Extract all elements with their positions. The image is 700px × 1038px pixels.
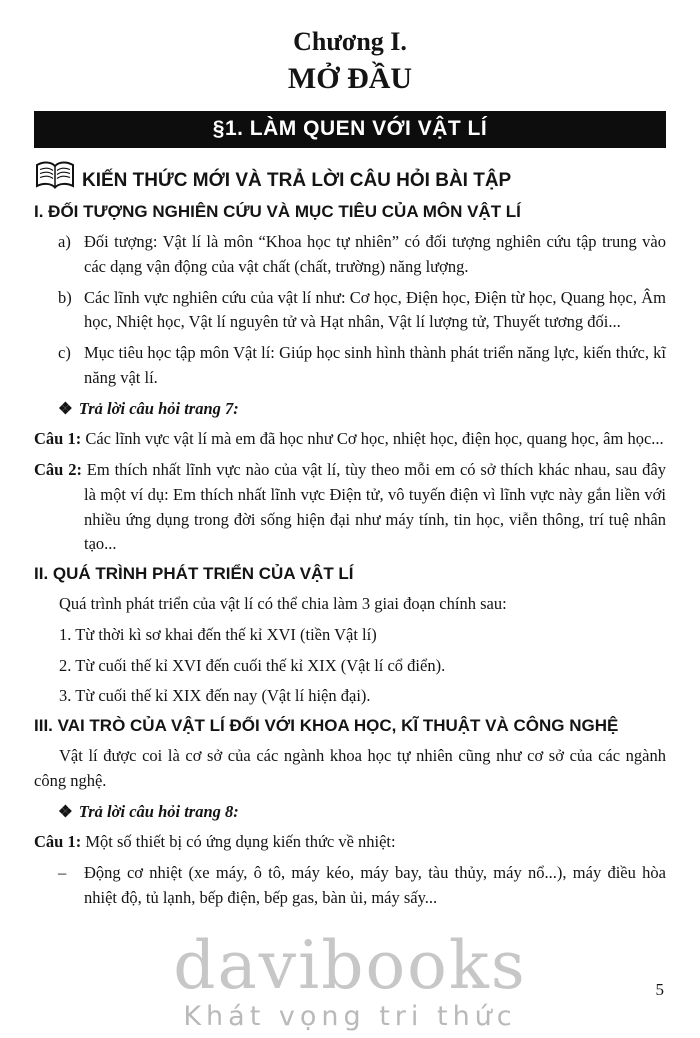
- answers-heading-text: Trả lời câu hỏi trang 8:: [78, 801, 239, 821]
- section-banner: §1. LÀM QUEN VỚI VẬT LÍ: [34, 111, 666, 148]
- numbered-item-1: 1. Từ thời kì sơ khai đến thế kỉ XVI (tiền Vật lí): [59, 624, 377, 644]
- lettered-item-a: [34, 230, 666, 280]
- item-marker: b): [58, 287, 72, 307]
- item-text: Các lĩnh vực nghiên cứu của vật lí như: Cơ học, Điện học, Điện từ học, Quang học, Âm học, Nhiệt học, Vật lí nguyên tử và Hạt nhân, Vật lí lượng tử, Thuyết tương đối...: [84, 287, 666, 332]
- dash-marker: –: [58, 863, 67, 882]
- item-marker: c): [58, 343, 71, 363]
- open-book-icon: [34, 160, 76, 193]
- section-3-heading: III. VAI TRÒ CỦA VẬT LÍ ĐỐI VỚI KHOA HỌC, KĨ THUẬT VÀ CÔNG NGHỆ: [34, 716, 619, 736]
- lesson-heading-row: [34, 160, 666, 193]
- section-2-heading: II. QUÁ TRÌNH PHÁT TRIỂN CỦA VẬT LÍ: [34, 564, 354, 584]
- section-1-heading: I. ĐỐI TƯỢNG NGHIÊN CỨU VÀ MỤC TIÊU CỦA MÔN VẬT LÍ: [34, 202, 521, 222]
- item-text: Động cơ nhiệt (xe máy, ô tô, máy kéo, máy bay, tàu thủy, máy nổ...), máy điều hòa nhiệt độ, tủ lạnh, bếp điện, bếp gas, bàn ủi, máy sấy...: [84, 863, 666, 907]
- answer-paragraph: [34, 427, 666, 452]
- watermark-slogan: Khát vọng tri thức: [183, 1001, 517, 1032]
- answer-text: Một số thiết bị có ứng dụng kiến thức về nhiệt:: [81, 832, 396, 852]
- numbered-item-2: 2. Từ cuối thế kỉ XVI đến cuối thế kỉ XIX (Vật lí cổ điển).: [59, 655, 446, 675]
- section-3-intro: Vật lí được coi là cơ sở của các ngành khoa học tự nhiên cũng như cơ sở của các ngành công nghệ.: [34, 746, 666, 790]
- diamond-icon: ❖: [58, 801, 73, 821]
- chapter-title: Chương I.: [293, 27, 407, 56]
- answers-heading-text: Trả lời câu hỏi trang 7:: [78, 398, 239, 418]
- watermark-brand: davibooks: [173, 927, 527, 1004]
- section-2-intro: Quá trình phát triển của vật lí có thể chia làm 3 giai đoạn chính sau:: [59, 594, 507, 614]
- dash-item: [34, 861, 666, 911]
- answer-text: Các lĩnh vực vật lí mà em đã học như Cơ học, nhiệt học, điện học, quang học, âm học...: [81, 429, 664, 449]
- lettered-item-c: [34, 341, 666, 391]
- answers-heading-page7: [34, 397, 666, 422]
- answer-text: Em thích nhất lĩnh vực nào của vật lí, tùy theo mỗi em có sở thích khác nhau, sau đây là một ví dụ: Em thích nhất lĩnh vực Điện tử, vô tuyến điện vì lĩnh vực này gắn liền với nhiều ứng dụng trong đời sống hiện đại như máy tính, tin học, viễn thông, trí tuệ nhân tạo...: [81, 460, 666, 554]
- lettered-item-b: [34, 286, 666, 336]
- answer-paragraph: [34, 830, 666, 855]
- answer-label: Câu 1:: [34, 429, 82, 449]
- item-text: Mục tiêu học tập môn Vật lí: Giúp học sinh hình thành phát triển năng lực, kiến thức, kĩ năng vật lí.: [84, 343, 666, 387]
- item-text: Đối tượng: Vật lí là môn “Khoa học tự nhiên” có đối tượng nghiên cứu tập trung vào các dạng vận động của vật chất (chất, trường) năng lượng.: [84, 232, 666, 276]
- answer-label: Câu 2:: [34, 460, 82, 480]
- answers-heading-page8: [34, 800, 666, 825]
- chapter-subtitle: MỞ ĐẦU: [287, 62, 413, 96]
- numbered-item-3: 3. Từ cuối thế kỉ XIX đến nay (Vật lí hiện đại).: [59, 686, 371, 706]
- answer-label: Câu 1:: [34, 832, 82, 852]
- item-marker: a): [58, 232, 71, 252]
- answer-paragraph: [34, 458, 666, 557]
- diamond-icon: ❖: [58, 398, 73, 418]
- lesson-heading: KIẾN THỨC MỚI VÀ TRẢ LỜI CÂU HỎI BÀI TẬP: [82, 170, 512, 192]
- page-number: 5: [655, 980, 664, 999]
